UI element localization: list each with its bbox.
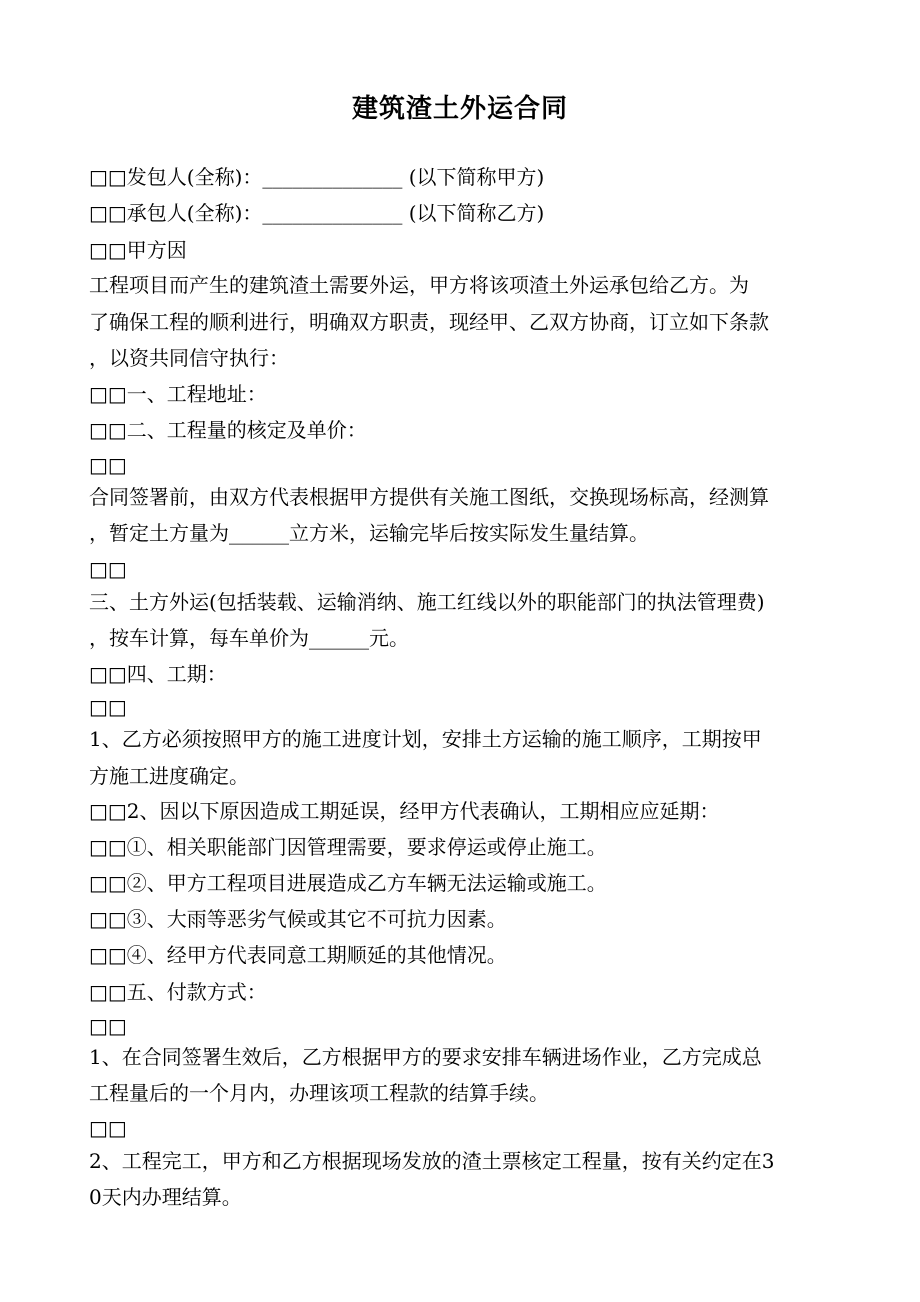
paragraph-line: □□ <box>89 1014 127 1038</box>
list-item: □□②、甲方工程项目进展造成乙方车辆无法运输或施工。 <box>89 871 607 895</box>
paragraph-line: 方施工进度确定。 <box>89 764 249 788</box>
section-heading: □□二、工程量的核定及单价： <box>89 418 367 442</box>
paragraph-line: 合同签署前，由双方代表根据甲方提供有关施工图纸，交换现场标高，经测算 <box>89 485 769 509</box>
section-heading: □□四、工期： <box>89 662 227 686</box>
paragraph-line: 工程项目而产生的建筑渣土需要外运，甲方将该项渣土外运承包给乙方。为 <box>89 273 749 297</box>
paragraph-line: ，按车计算，每车单价为______元。 <box>89 626 409 650</box>
paragraph-line: 1、在合同签署生效后，乙方根据甲方的要求安排车辆进场作业，乙方完成总 <box>89 1045 762 1069</box>
paragraph-line: □□ <box>89 453 127 477</box>
paragraph-line: 工程量后的一个月内，办理该项工程款的结算手续。 <box>89 1081 549 1105</box>
list-item: □□③、大雨等恶劣气候或其它不可抗力因素。 <box>89 907 507 931</box>
party-b-line: □□承包人(全称)：______________ (以下简称乙方) <box>89 201 545 225</box>
paragraph-line: □□甲方因 <box>89 238 187 262</box>
paragraph-line: 了确保工程的顺利进行，明确双方职责，现经甲、乙双方协商，订立如下条款 <box>89 310 769 334</box>
paragraph-line: 1、乙方必须按照甲方的施工进度计划，安排土方运输的施工顺序，工期按甲 <box>89 727 762 751</box>
paragraph-line: □□ <box>89 557 127 581</box>
paragraph-line: ，暂定土方量为______立方米，运输完毕后按实际发生量结算。 <box>89 521 649 545</box>
paragraph-line: 2、工程完工，甲方和乙方根据现场发放的渣土票核定工程量，按有关约定在3 <box>89 1149 775 1173</box>
paragraph-line: ，以资共同信守执行： <box>89 346 289 370</box>
paragraph-line: □□ <box>89 1116 127 1140</box>
party-a-line: □□发包人(全称)：______________ (以下简称甲方) <box>89 165 545 189</box>
section-heading: 三、土方外运(包括装载、运输消纳、施工红线以外的职能部门的执法管理费) <box>89 590 765 614</box>
list-item: □□①、相关职能部门因管理需要，要求停运或停止施工。 <box>89 835 607 859</box>
paragraph-line: □□2、因以下原因造成工期延误，经甲方代表确认，工期相应应延期： <box>89 799 720 823</box>
paragraph-line: 0天内办理结算。 <box>89 1185 242 1209</box>
section-heading: □□一、工程地址： <box>89 382 267 406</box>
section-heading: □□五、付款方式： <box>89 980 267 1004</box>
document-title: 建筑渣土外运合同 <box>351 94 568 124</box>
list-item: □□④、经甲方代表同意工期顺延的其他情况。 <box>89 943 507 967</box>
paragraph-line: □□ <box>89 695 127 719</box>
